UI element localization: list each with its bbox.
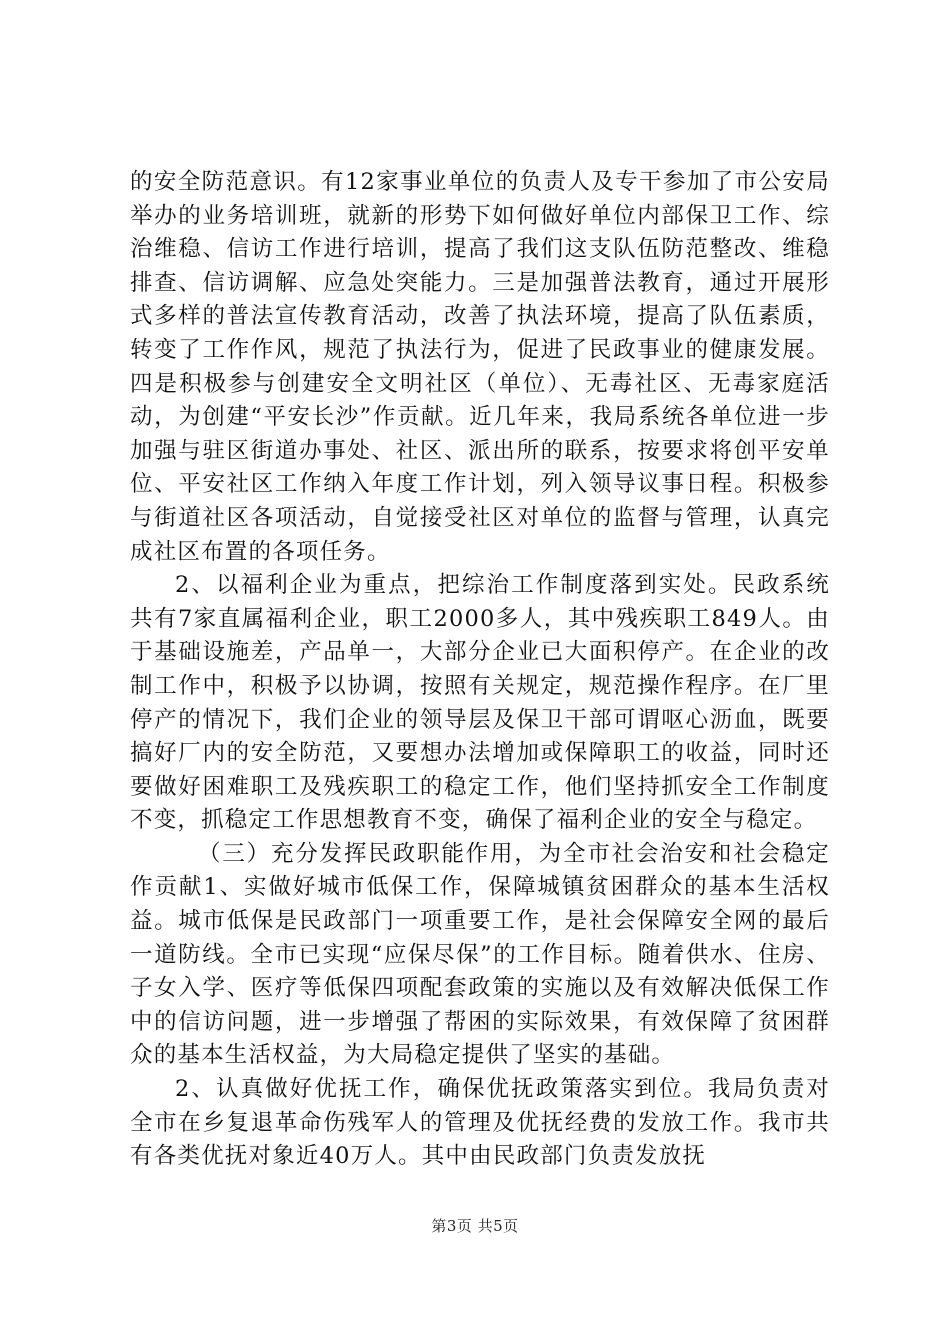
paragraph-safety-awareness: 的安全防范意识。有12家事业单位的负责人及专干参加了市公安局举办的业务培训班，就新的形势下如何做好单位内部保卫工作、综治维稳、信访工作进行培训，提高了我们这支队伍防范整改、维稳排查、信访调解、应急处突能力。三是加强普法教育，通过开展形式多样的普法宣传教育活动，改善了执法环境，提高了队伍素质，转变了工作作风，规范了执法行为，促进了民政事业的健康发展。四是积极参与创建安全文明社区（单位）、无毒社区、无毒家庭活动，为创建“平安长沙”作贡献。近几年来，我局系统各单位进一步加强与驻区街道办事处、社区、派出所的联系，按要求将创平安单位、平安社区工作纳入年度工作计划，列入领导议事日程。积极参与街道社区各项活动，自觉接受社区对单位的监督与管理，认真完成社区布置的各项任务。: [130, 169, 830, 565]
page-number-footer: 第3页 共5页: [431, 1217, 519, 1235]
paragraph-welfare-enterprises: 2、以福利企业为重点，把综治工作制度落到实处。民政系统共有7家直属福利企业，职工2000多人，其中残疾职工849人。由于基础设施差，产品单一，大部分企业已大面积停产。在企业的改制工作中，积极予以协调，按照有关规定，规范操作程序。在厂里停产的情况下，我们企业的领导层及保卫干部可谓呕心沥血，既要搞好厂内的安全防范，又要想办法增加或保障职工的收益，同时还要做好困难职工及残疾职工的稳定工作，他们坚持抓安全工作制度不变，抓稳定工作思想教育不变，确保了福利企业的安全与稳定。: [130, 572, 830, 834]
paragraph-civil-affairs-function: （三）充分发挥民政职能作用，为全市社会治安和社会稳定作贡献1、实做好城市低保工作，保障城镇贫困群众的基本生活权益。城市低保是民政部门一项重要工作，是社会保障安全网的最后一道防线。全市已实现“应保尽保”的工作目标。随着供水、住房、子女入学、医疗等低保四项配套政策的实施以及有效解决低保工作中的信访问题，进一步增强了帮困的实际效果，有效保障了贫困群众的基本生活权益，为大局稳定提供了坚实的基础。: [130, 840, 830, 1069]
body-text: [130, 166, 830, 1174]
paragraph-preferential-care: 2、认真做好优抚工作，确保优抚政策落实到位。我局负责对全市在乡复退革命伤残军人的管理及优抚经费的发放工作。我市共有各类优抚对象近40万人。其中由民政部门负责发放抚: [130, 1076, 830, 1170]
